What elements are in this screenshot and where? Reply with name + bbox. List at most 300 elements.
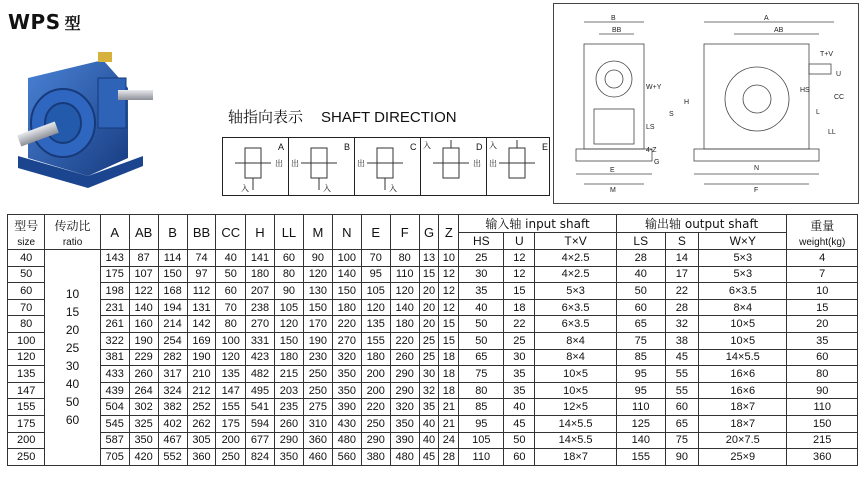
- table-cell: 260: [129, 366, 158, 383]
- table-cell: 824: [246, 449, 275, 466]
- table-cell: 50: [459, 316, 504, 333]
- table-cell: 150: [787, 415, 858, 432]
- table-row: [8, 266, 858, 283]
- table-cell: 65: [459, 349, 504, 366]
- dim-label: N: [754, 165, 760, 172]
- table-row: [8, 366, 858, 383]
- table-cell: 75: [459, 366, 504, 383]
- table-cell: 110: [459, 449, 504, 466]
- table-cell: 60: [8, 283, 45, 300]
- table-cell: 50: [8, 266, 45, 283]
- header-col: B: [158, 215, 187, 250]
- table-cell: 85: [616, 349, 665, 366]
- table-cell: 230: [303, 349, 332, 366]
- table-cell: 90: [274, 283, 303, 300]
- ratio-value: 60: [65, 413, 80, 428]
- table-cell: 180: [332, 299, 361, 316]
- table-cell: 5×3: [535, 283, 617, 300]
- table-cell: 12: [439, 266, 459, 283]
- table-cell: 231: [100, 299, 129, 316]
- table-cell: 130: [303, 283, 332, 300]
- table-cell: 594: [246, 415, 275, 432]
- svg-text:入: 入: [241, 184, 249, 193]
- table-cell: 275: [303, 399, 332, 416]
- ratio-value: 40: [65, 377, 80, 392]
- table-cell: 147: [216, 382, 246, 399]
- table-cell: 541: [246, 399, 275, 416]
- table-cell: 350: [332, 366, 361, 383]
- dim-label: 4-Z: [646, 147, 657, 154]
- table-cell: 433: [100, 366, 129, 383]
- table-cell: 180: [274, 349, 303, 366]
- table-cell: 4×2.5: [535, 250, 617, 267]
- ratio-value: 50: [65, 395, 80, 410]
- table-cell: 90: [787, 382, 858, 399]
- table-cell: 220: [332, 316, 361, 333]
- table-cell: 141: [246, 250, 275, 267]
- table-cell: 250: [361, 415, 390, 432]
- table-cell: 262: [187, 415, 216, 432]
- table-cell: 552: [158, 449, 187, 466]
- table-cell: 325: [129, 415, 158, 432]
- table-cell: 10×5: [699, 332, 787, 349]
- table-cell: 60: [504, 449, 535, 466]
- table-cell: 20: [419, 283, 439, 300]
- svg-text:出: 出: [357, 159, 365, 168]
- table-cell: 155: [616, 449, 665, 466]
- table-cell: 131: [187, 299, 216, 316]
- table-cell: 114: [158, 250, 187, 267]
- table-cell: 25: [459, 250, 504, 267]
- shaft-direction-label-en: SHAFT DIRECTION: [321, 109, 457, 126]
- table-cell: 254: [158, 332, 187, 349]
- table-cell: 35: [787, 332, 858, 349]
- table-cell: 14: [665, 250, 698, 267]
- dim-label: A: [764, 15, 769, 22]
- table-cell: 302: [129, 399, 158, 416]
- table-cell: 16×6: [699, 382, 787, 399]
- dim-label: LS: [646, 124, 655, 131]
- table-cell: 120: [274, 316, 303, 333]
- table-cell: 100: [8, 332, 45, 349]
- table-cell: 45: [665, 349, 698, 366]
- table-row: [8, 432, 858, 449]
- table-cell: 32: [665, 316, 698, 333]
- table-cell: 480: [332, 432, 361, 449]
- table-cell: 143: [100, 250, 129, 267]
- header-output-shaft: 输出轴 output shaft: [616, 215, 787, 233]
- table-cell: 587: [100, 432, 129, 449]
- table-cell: 80: [274, 266, 303, 283]
- table-cell: 50: [459, 332, 504, 349]
- table-cell: 40: [504, 399, 535, 416]
- table-cell: 18: [439, 382, 459, 399]
- table-cell: 28: [439, 449, 459, 466]
- table-cell: 70: [216, 299, 246, 316]
- table-cell: 142: [187, 316, 216, 333]
- table-cell: 220: [390, 332, 419, 349]
- table-row: [8, 349, 858, 366]
- ratio-value: 20: [65, 323, 80, 338]
- header-col: E: [361, 215, 390, 250]
- table-cell: 40: [8, 250, 45, 267]
- table-cell: 22: [665, 283, 698, 300]
- table-row: [8, 299, 858, 316]
- header-col: U: [504, 233, 535, 250]
- table-cell: 175: [8, 415, 45, 432]
- shaft-direction-diagram: [222, 137, 550, 196]
- table-cell: 229: [129, 349, 158, 366]
- table-cell: 13: [419, 250, 439, 267]
- table-cell: 105: [361, 283, 390, 300]
- shaft-variant: [289, 138, 355, 195]
- header-col: G: [419, 215, 439, 250]
- table-cell: 120: [390, 283, 419, 300]
- table-cell: 30: [459, 266, 504, 283]
- table-cell: 35: [459, 283, 504, 300]
- table-cell: 180: [390, 316, 419, 333]
- dim-label: G: [654, 159, 660, 166]
- table-row: [8, 382, 858, 399]
- table-cell: 350: [129, 432, 158, 449]
- model-suffix: 型: [64, 14, 82, 33]
- table-cell: 150: [332, 283, 361, 300]
- dim-label: W+Y: [646, 84, 662, 91]
- table-cell: 155: [8, 399, 45, 416]
- header-col: Z: [439, 215, 459, 250]
- table-cell: 12×5: [535, 399, 617, 416]
- table-cell: 180: [246, 266, 275, 283]
- table-cell: 80: [787, 366, 858, 383]
- header-col: M: [303, 215, 332, 250]
- table-cell: 40: [616, 266, 665, 283]
- table-cell: 5×3: [699, 266, 787, 283]
- table-cell: 350: [332, 382, 361, 399]
- table-cell: 504: [100, 399, 129, 416]
- table-cell: 55: [665, 366, 698, 383]
- table-cell: 35: [504, 382, 535, 399]
- dim-label: BB: [612, 27, 622, 34]
- table-row: [8, 449, 858, 466]
- header-col: CC: [216, 215, 246, 250]
- table-cell: 110: [390, 266, 419, 283]
- table-cell: 50: [616, 283, 665, 300]
- table-cell: 35: [504, 366, 535, 383]
- table-cell: 25×9: [699, 449, 787, 466]
- header-col: A: [100, 215, 129, 250]
- table-cell: 420: [129, 449, 158, 466]
- table-cell: 705: [100, 449, 129, 466]
- header-size: 型号 size: [8, 215, 45, 250]
- table-cell: 20: [787, 316, 858, 333]
- header-weight: 重量 weight(kg): [787, 215, 858, 250]
- table-cell: 60: [274, 250, 303, 267]
- svg-text:入: 入: [489, 141, 497, 150]
- table-cell: 320: [332, 349, 361, 366]
- table-cell: 140: [332, 266, 361, 283]
- table-cell: 4: [787, 250, 858, 267]
- table-cell: 545: [100, 415, 129, 432]
- header-col: AB: [129, 215, 158, 250]
- table-cell: 110: [787, 399, 858, 416]
- table-cell: 90: [665, 449, 698, 466]
- header-col: H: [246, 215, 275, 250]
- header-col: S: [665, 233, 698, 250]
- table-cell: 122: [129, 283, 158, 300]
- table-cell: 105: [459, 432, 504, 449]
- page-title: [8, 10, 81, 34]
- dim-label: E: [610, 167, 615, 174]
- table-cell: 290: [274, 432, 303, 449]
- table-cell: 250: [303, 382, 332, 399]
- model-name: WPS: [8, 10, 61, 34]
- table-cell: 310: [303, 415, 332, 432]
- table-cell: 677: [246, 432, 275, 449]
- table-cell: 212: [187, 382, 216, 399]
- table-cell: 190: [303, 332, 332, 349]
- header-col: N: [332, 215, 361, 250]
- table-cell: 18×7: [699, 415, 787, 432]
- table-cell: 482: [246, 366, 275, 383]
- table-cell: 155: [216, 399, 246, 416]
- table-cell: 175: [216, 415, 246, 432]
- table-cell: 14×5.5: [699, 349, 787, 366]
- table-cell: 6×3.5: [535, 299, 617, 316]
- table-cell: 17: [665, 266, 698, 283]
- table-cell: 350: [274, 449, 303, 466]
- header-col: LL: [274, 215, 303, 250]
- table-cell: 381: [100, 349, 129, 366]
- table-cell: 45: [419, 449, 439, 466]
- table-cell: 60: [665, 399, 698, 416]
- table-cell: 25: [504, 332, 535, 349]
- table-cell: 423: [246, 349, 275, 366]
- table-cell: 360: [187, 449, 216, 466]
- svg-text:C: C: [410, 142, 417, 152]
- table-cell: 10: [787, 283, 858, 300]
- shaft-variant: [487, 138, 552, 195]
- table-cell: 270: [332, 332, 361, 349]
- table-cell: 105: [274, 299, 303, 316]
- table-cell: 100: [216, 332, 246, 349]
- table-cell: 168: [158, 283, 187, 300]
- table-cell: 25: [419, 332, 439, 349]
- table-cell: 261: [100, 316, 129, 333]
- table-cell: 382: [158, 399, 187, 416]
- table-cell: 18: [504, 299, 535, 316]
- table-cell: 140: [616, 432, 665, 449]
- table-cell: 8×4: [535, 349, 617, 366]
- table-cell: 214: [158, 316, 187, 333]
- table-cell: 60: [216, 283, 246, 300]
- table-cell: 10: [439, 250, 459, 267]
- ratio-cell: [45, 250, 100, 466]
- table-cell: 20: [419, 316, 439, 333]
- table-cell: 110: [616, 399, 665, 416]
- spec-table-body: [8, 250, 858, 466]
- table-cell: 80: [216, 316, 246, 333]
- header-col: W×Y: [699, 233, 787, 250]
- table-cell: 480: [390, 449, 419, 466]
- svg-text:入: 入: [323, 184, 331, 193]
- header-col: F: [390, 215, 419, 250]
- table-cell: 112: [187, 283, 216, 300]
- table-cell: 125: [616, 415, 665, 432]
- table-cell: 12: [439, 283, 459, 300]
- table-cell: 120: [216, 349, 246, 366]
- dim-label: CC: [834, 94, 845, 101]
- header-col: LS: [616, 233, 665, 250]
- table-cell: 28: [616, 250, 665, 267]
- table-cell: 95: [616, 382, 665, 399]
- table-cell: 30: [504, 349, 535, 366]
- table-cell: 10×5: [699, 316, 787, 333]
- table-row: [8, 250, 858, 267]
- table-cell: 10×5: [535, 366, 617, 383]
- dim-label: M: [610, 187, 616, 194]
- table-row: [8, 283, 858, 300]
- svg-text:出: 出: [291, 159, 299, 168]
- dim-label: HS: [800, 87, 810, 94]
- table-cell: 360: [303, 432, 332, 449]
- header-input-shaft: 输入轴 input shaft: [459, 215, 617, 233]
- table-cell: 18: [439, 349, 459, 366]
- ratio-value: 25: [65, 341, 80, 356]
- shaft-direction-label-cn: 轴指向表示: [228, 108, 304, 126]
- dim-label: AB: [774, 27, 784, 34]
- table-cell: 18×7: [699, 399, 787, 416]
- dim-label: S: [669, 111, 674, 118]
- spec-table: [7, 214, 858, 466]
- table-cell: 100: [332, 250, 361, 267]
- table-cell: 65: [665, 415, 698, 432]
- table-cell: 18: [439, 366, 459, 383]
- table-cell: 5×3: [699, 250, 787, 267]
- table-cell: 12: [504, 250, 535, 267]
- table-cell: 290: [361, 432, 390, 449]
- table-cell: 260: [274, 415, 303, 432]
- table-cell: 252: [187, 399, 216, 416]
- table-cell: 40: [419, 432, 439, 449]
- table-cell: 25: [419, 349, 439, 366]
- table-cell: 12: [439, 299, 459, 316]
- table-cell: 170: [303, 316, 332, 333]
- table-cell: 402: [158, 415, 187, 432]
- ratio-value: 15: [65, 305, 80, 320]
- table-cell: 107: [129, 266, 158, 283]
- table-cell: 350: [390, 415, 419, 432]
- table-cell: 200: [361, 366, 390, 383]
- dim-label: U: [836, 71, 842, 78]
- table-cell: 160: [129, 316, 158, 333]
- table-cell: 12: [504, 266, 535, 283]
- table-cell: 150: [158, 266, 187, 283]
- table-cell: 55: [665, 382, 698, 399]
- dimension-drawing: [553, 3, 859, 204]
- table-cell: 460: [303, 449, 332, 466]
- table-cell: 6×3.5: [535, 316, 617, 333]
- table-cell: 270: [246, 316, 275, 333]
- table-cell: 203: [274, 382, 303, 399]
- svg-text:入: 入: [389, 184, 397, 193]
- table-cell: 95: [616, 366, 665, 383]
- table-cell: 147: [8, 382, 45, 399]
- table-cell: 20: [419, 299, 439, 316]
- table-cell: 95: [459, 415, 504, 432]
- table-cell: 80: [459, 382, 504, 399]
- table-cell: 8×4: [535, 332, 617, 349]
- table-cell: 40: [216, 250, 246, 267]
- table-cell: 360: [787, 449, 858, 466]
- variant-letter: A: [278, 142, 285, 152]
- table-cell: 495: [246, 382, 275, 399]
- table-cell: 467: [158, 432, 187, 449]
- table-cell: 60: [787, 349, 858, 366]
- table-cell: 21: [439, 415, 459, 432]
- svg-text:D: D: [476, 142, 483, 152]
- table-cell: 220: [361, 399, 390, 416]
- table-cell: 40: [459, 299, 504, 316]
- table-cell: 20×7.5: [699, 432, 787, 449]
- table-cell: 15: [504, 283, 535, 300]
- table-cell: 60: [616, 299, 665, 316]
- table-cell: 169: [187, 332, 216, 349]
- table-cell: 200: [216, 432, 246, 449]
- table-cell: 140: [129, 299, 158, 316]
- table-cell: 155: [361, 332, 390, 349]
- table-cell: 32: [419, 382, 439, 399]
- table-cell: 320: [390, 399, 419, 416]
- table-cell: 50: [216, 266, 246, 283]
- header-col: T×V: [535, 233, 617, 250]
- table-cell: 322: [100, 332, 129, 349]
- table-cell: 30: [419, 366, 439, 383]
- table-cell: 250: [216, 449, 246, 466]
- table-cell: 260: [390, 349, 419, 366]
- table-cell: 215: [274, 366, 303, 383]
- dim-label: L: [816, 109, 820, 116]
- table-cell: 305: [187, 432, 216, 449]
- table-cell: 85: [459, 399, 504, 416]
- table-cell: 15: [787, 299, 858, 316]
- table-cell: 80: [8, 316, 45, 333]
- table-cell: 250: [303, 366, 332, 383]
- table-cell: 390: [332, 399, 361, 416]
- table-cell: 8×4: [699, 299, 787, 316]
- table-cell: 135: [8, 366, 45, 383]
- svg-text:入: 入: [423, 141, 431, 150]
- table-cell: 14×5.5: [535, 415, 617, 432]
- table-cell: 70: [361, 250, 390, 267]
- table-cell: 45: [504, 415, 535, 432]
- shaft-direction-title: [228, 106, 457, 127]
- table-cell: 10×5: [535, 382, 617, 399]
- table-cell: 135: [216, 366, 246, 383]
- table-cell: 6×3.5: [699, 283, 787, 300]
- table-cell: 200: [361, 382, 390, 399]
- table-cell: 15: [439, 332, 459, 349]
- table-cell: 90: [303, 250, 332, 267]
- table-cell: 35: [419, 399, 439, 416]
- table-cell: 22: [504, 316, 535, 333]
- table-cell: 150: [274, 332, 303, 349]
- header-ratio: 传动比 ratio: [45, 215, 100, 250]
- table-cell: 560: [332, 449, 361, 466]
- table-cell: 198: [100, 283, 129, 300]
- table-row: [8, 415, 858, 432]
- table-cell: 120: [361, 299, 390, 316]
- table-cell: 390: [390, 432, 419, 449]
